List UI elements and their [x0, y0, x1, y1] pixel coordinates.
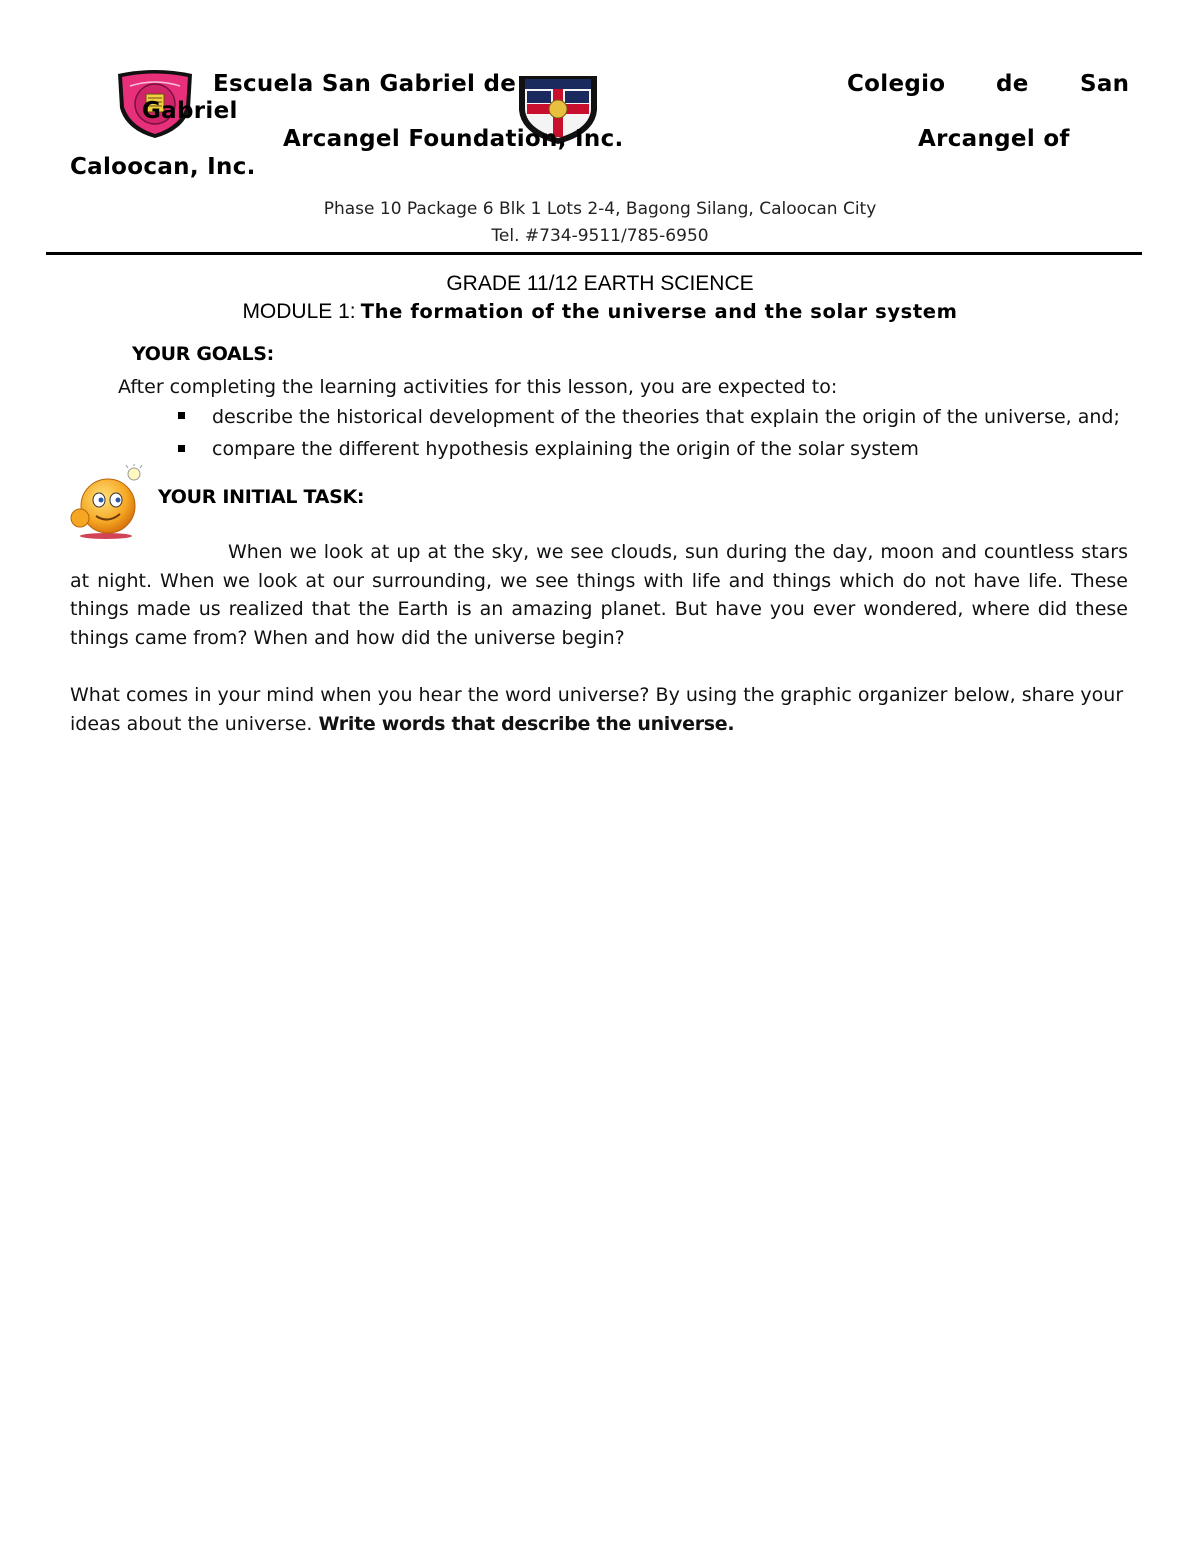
- header-right-word-colegio: Colegio: [847, 71, 946, 97]
- school-telephone: Tel. #734-9511/785-6950: [491, 226, 709, 246]
- bullet-marker: [178, 445, 185, 452]
- goals-intro: After completing the learning activities for this lesson, you are expected to:: [118, 376, 838, 398]
- paragraph-2-bold-instruction: Write words that describe the universe.: [318, 712, 735, 735]
- goal-item: describe the historical development of the theories that explain the origin of the universe, and;: [212, 406, 1120, 428]
- module-title: [0, 300, 1200, 324]
- bullet-marker: [178, 412, 185, 419]
- module-name: The formation of the universe and the solar system: [360, 300, 958, 323]
- header-left-line1: Escuela San Gabriel de: [213, 71, 517, 97]
- header-right-word-san: San: [1080, 71, 1130, 97]
- grade-title: GRADE 11/12 EARTH SCIENCE: [446, 272, 754, 295]
- goal-item: compare the different hypothesis explaining the origin of the solar system: [212, 438, 919, 460]
- paragraph-2-text: What comes in your mind when you hear the word universe? By using the graphic organizer below, share your ideas about the universe.: [70, 684, 1124, 735]
- header-left-line1-wrap: Gabriel: [142, 98, 238, 124]
- school-address: Phase 10 Package 6 Blk 1 Lots 2-4, Bagong Silang, Caloocan City: [323, 199, 877, 219]
- paragraph-1-text: When we look at up at the sky, we see clouds, sun during the day, moon and countless stars at night. When we look at our surrounding, we see things with life and things which do not have life. These things made us realized that the Earth is an amazing planet. But have you ever wondered, where did these things came from? When and how did the universe begin?: [70, 541, 1128, 649]
- header-right-line3: Caloocan, Inc.: [70, 154, 256, 180]
- goals-heading: YOUR GOALS:: [132, 343, 274, 365]
- initial-task-paragraph-2: [70, 681, 1128, 738]
- header-left-line2: Arcangel Foundation, Inc.: [283, 126, 624, 152]
- module-prefix: MODULE 1:: [242, 300, 356, 323]
- header-divider: [46, 252, 1142, 255]
- thinking-smiley-icon: [66, 464, 148, 540]
- header-right-word-de: de: [996, 71, 1029, 97]
- initial-task-heading: YOUR INITIAL TASK:: [158, 486, 365, 508]
- header-right-line2: Arcangel of: [918, 126, 1070, 152]
- initial-task-paragraph-1: [70, 538, 1128, 652]
